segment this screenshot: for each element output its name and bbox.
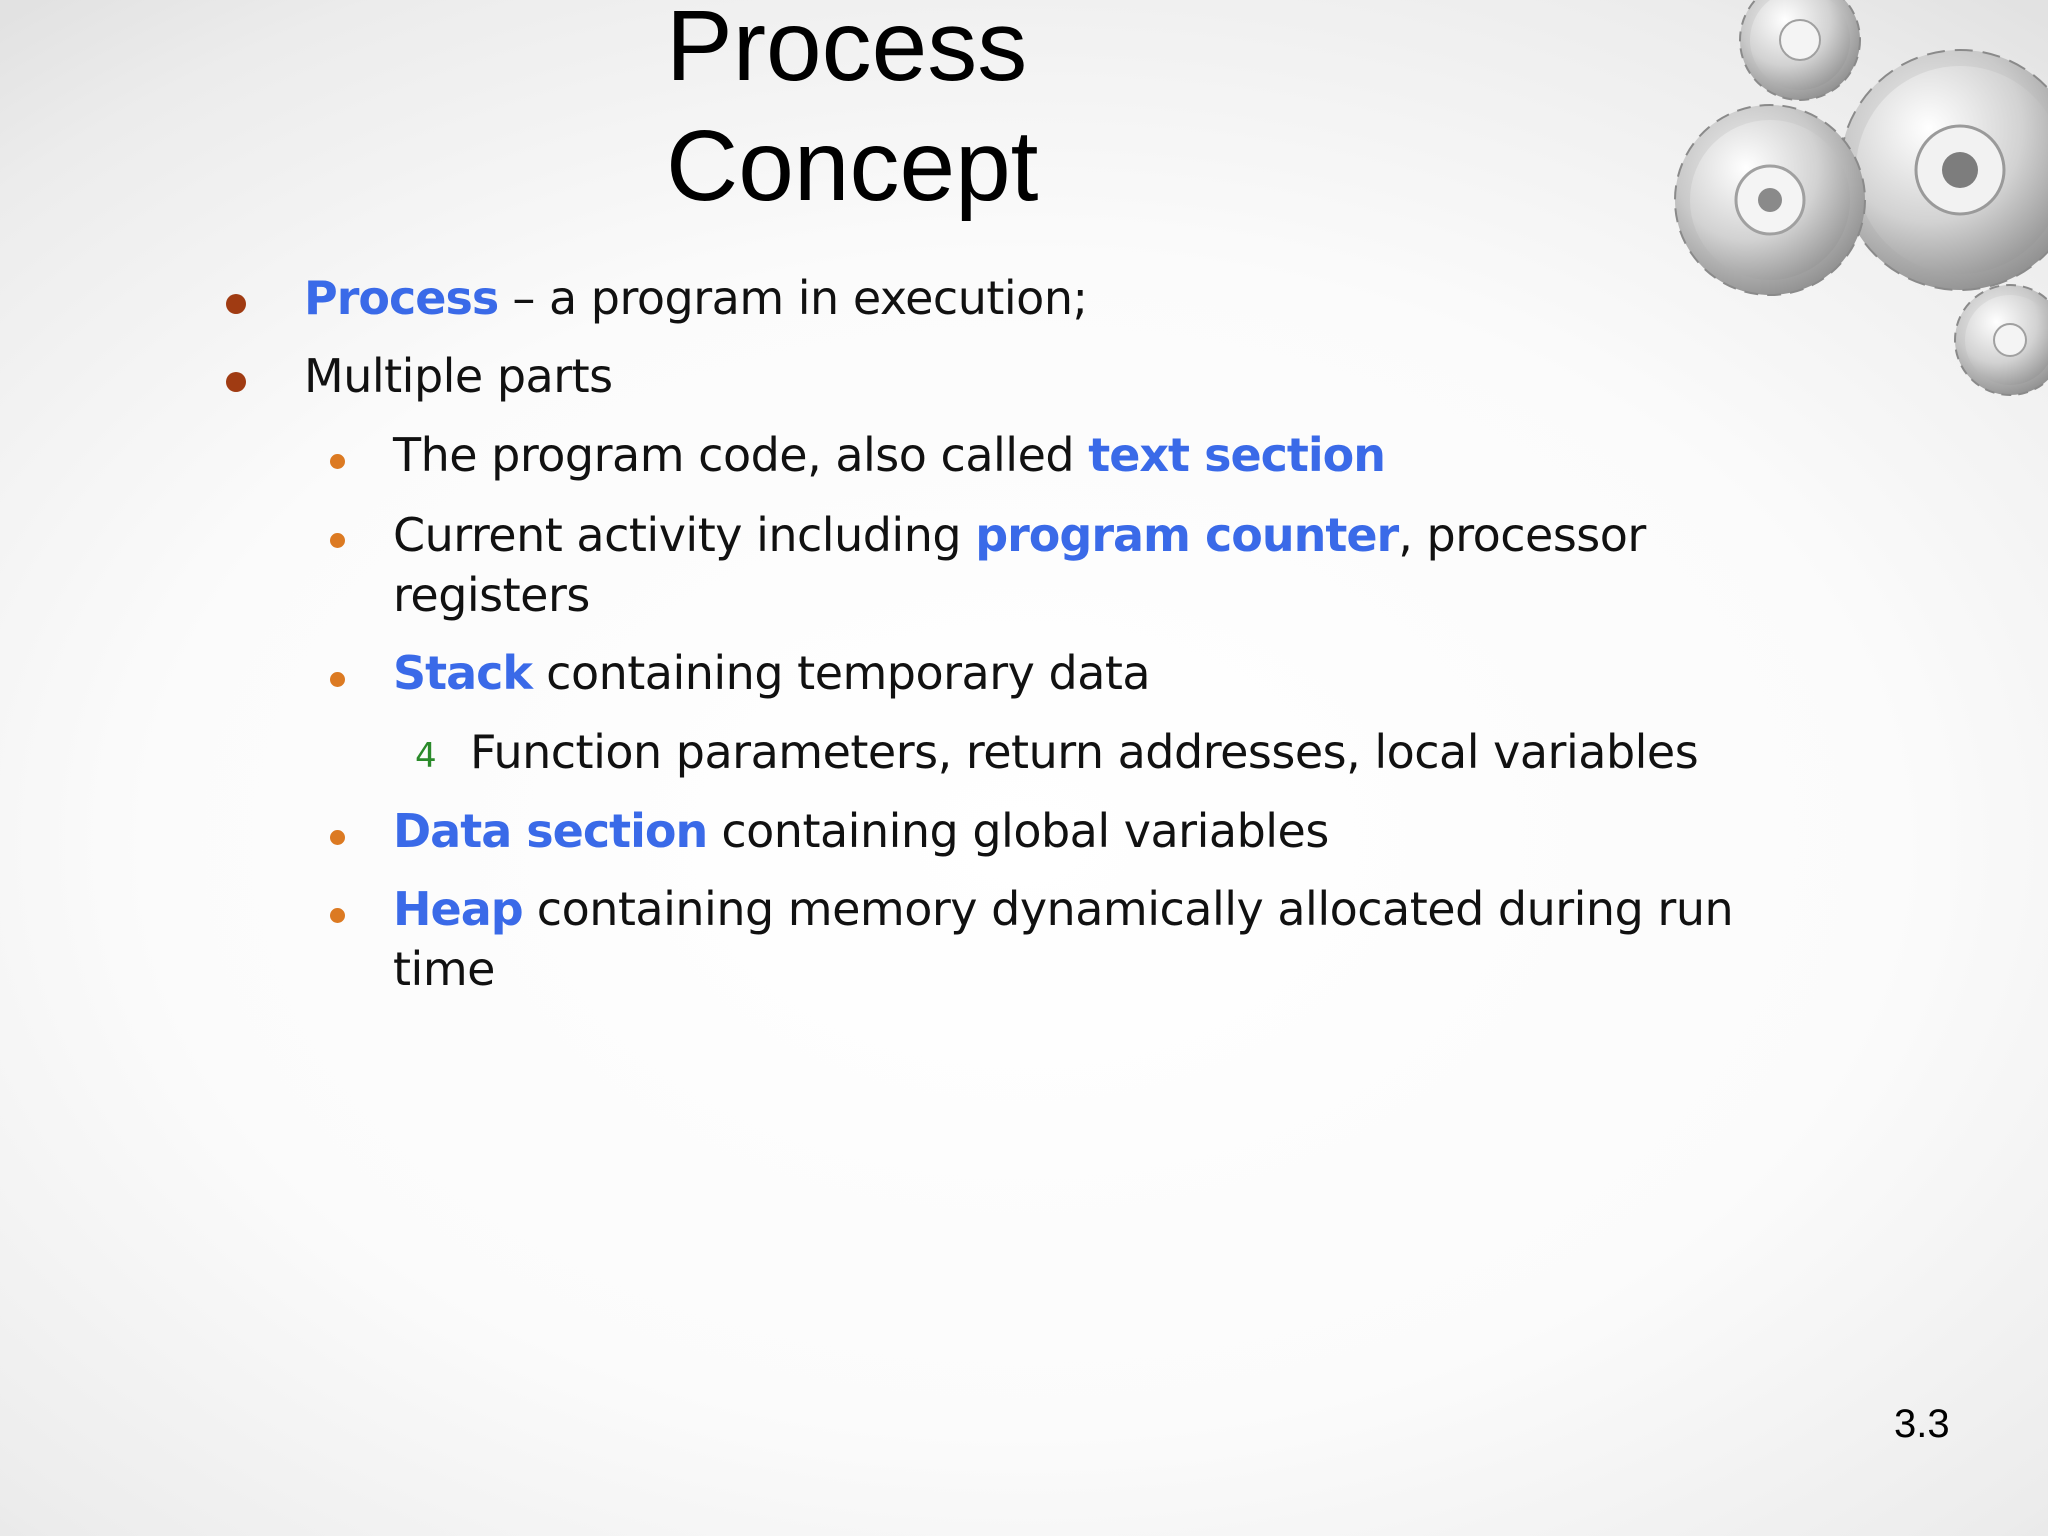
keyword-heap: Heap (393, 882, 523, 936)
bullet-text: The program code, also called (393, 428, 1089, 482)
gears-icon (1660, 0, 2048, 400)
slide-title-line-1: Process (666, 0, 1028, 102)
page-number: 3.3 (1894, 1402, 1950, 1446)
sub-bullet-dot (330, 672, 345, 687)
keyword-program-counter: program counter (975, 508, 1399, 562)
bullet-process (304, 268, 1087, 328)
bullet-multiple-parts (304, 346, 613, 406)
sub-bullet-dot (330, 533, 345, 548)
keyword-data-section: Data section (393, 804, 708, 858)
keyword-text-section: text section (1088, 428, 1386, 482)
bullet-text: containing global variables (707, 804, 1329, 858)
bullet-text: Multiple parts (304, 349, 613, 403)
bullet-data-section (393, 801, 1329, 861)
bullet-text-continued: time (393, 942, 495, 996)
slide-title-line-2: Concept (666, 110, 1039, 222)
bullet-stack (393, 643, 1150, 703)
bullet-text-section (393, 425, 1385, 485)
sub-bullet-dot (330, 454, 345, 469)
keyword-stack: Stack (393, 646, 533, 700)
bullet-text: – a program in execution; (498, 271, 1088, 325)
bullet-function-parameters (470, 722, 1698, 782)
slide-title (666, 0, 1038, 226)
bullet-text: Current activity including (393, 508, 976, 562)
bullet-text: containing memory dynamically allocated during run (522, 882, 1734, 936)
bullet-dot (226, 372, 246, 392)
sub-bullet-dot (330, 908, 345, 923)
bullet-text: Function parameters, return addresses, local variables (470, 725, 1699, 779)
sub-bullet-dot (330, 830, 345, 845)
bullet-text: , processor (1398, 508, 1646, 562)
bullet-text: containing temporary data (532, 646, 1151, 700)
bullet-text-continued: registers (393, 568, 590, 622)
keyword-process: Process (304, 271, 499, 325)
numbered-marker: 4 (415, 736, 437, 776)
bullet-dot (226, 294, 246, 314)
bullet-heap (393, 879, 1733, 999)
bullet-program-counter (393, 505, 1646, 625)
